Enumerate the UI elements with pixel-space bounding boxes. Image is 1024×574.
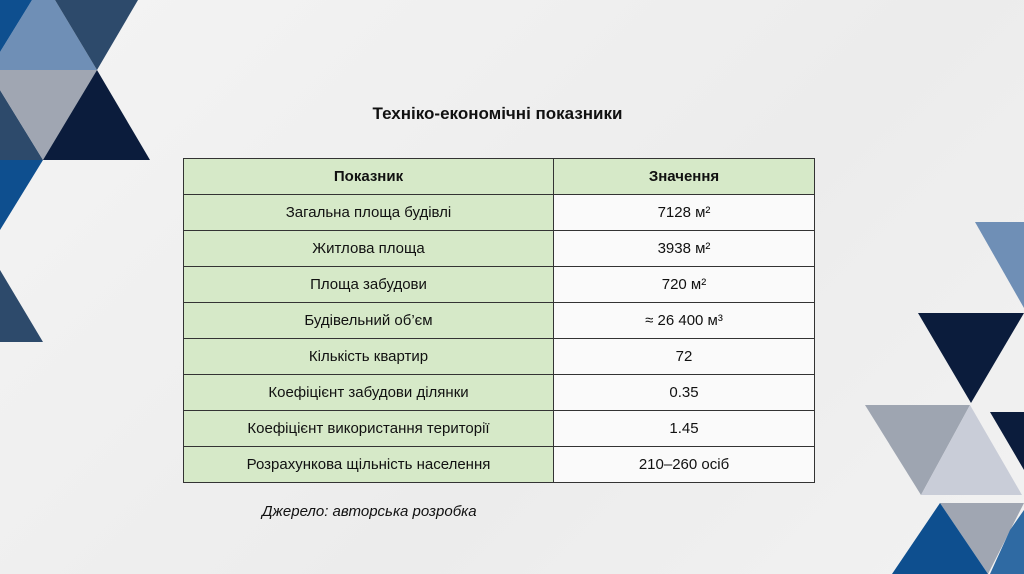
table-row xyxy=(184,267,815,303)
indicator-label: Площа забудови xyxy=(184,267,554,303)
indicator-label: Коефіцієнт використання території xyxy=(184,411,554,447)
indicator-value: 210–260 осіб xyxy=(554,447,815,483)
indicator-value: 0.35 xyxy=(554,375,815,411)
column-header: Значення xyxy=(554,159,815,195)
indicator-value: 72 xyxy=(554,339,815,375)
triangle-shape xyxy=(975,222,1024,308)
table-row xyxy=(184,339,815,375)
indicator-value: ≈ 26 400 м³ xyxy=(554,303,815,339)
indicator-label: Житлова площа xyxy=(184,231,554,267)
table-row xyxy=(184,411,815,447)
triangle-shape xyxy=(918,313,1024,403)
column-header: Показник xyxy=(184,159,554,195)
indicator-label: Будівельний об’єм xyxy=(184,303,554,339)
triangle-shape xyxy=(0,160,43,230)
table-row xyxy=(184,375,815,411)
table-header-row xyxy=(184,159,815,195)
indicator-label: Коефіцієнт забудови ділянки xyxy=(184,375,554,411)
table-row xyxy=(184,303,815,339)
indicator-value: 1.45 xyxy=(554,411,815,447)
slide-title: Техніко-економічні показники xyxy=(372,104,623,123)
triangle-shape xyxy=(0,270,43,342)
table-row xyxy=(184,231,815,267)
indicator-value: 7128 м² xyxy=(554,195,815,231)
source-note: Джерело: авторська розробка xyxy=(262,503,477,520)
indicator-label: Загальна площа будівлі xyxy=(184,195,554,231)
indicators-table xyxy=(183,158,815,483)
indicator-label: Розрахункова щільність населення xyxy=(184,447,554,483)
indicator-label: Кількість квартир xyxy=(184,339,554,375)
indicator-value: 3938 м² xyxy=(554,231,815,267)
table-row xyxy=(184,195,815,231)
table-row xyxy=(184,447,815,483)
indicator-value: 720 м² xyxy=(554,267,815,303)
